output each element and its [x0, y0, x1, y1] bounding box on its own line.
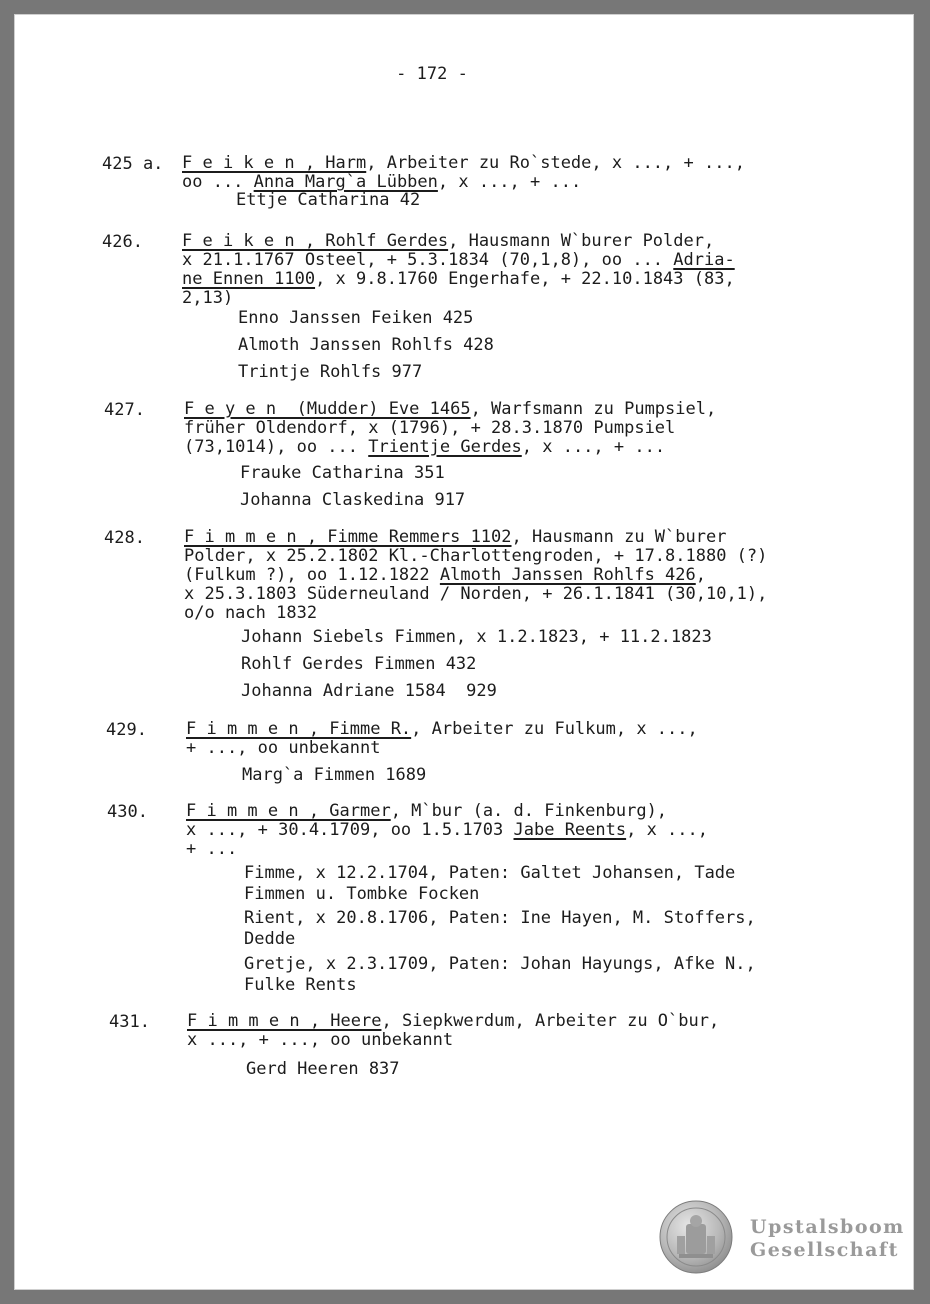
seal-icon	[659, 1200, 733, 1274]
underlined-name: F e i k e n , Rohlf Gerdes	[182, 231, 449, 251]
entry-text: x 21.1.1767 Osteel, + 5.3.1834 (70,1,8), oo ...	[182, 250, 674, 270]
entry-line	[184, 400, 716, 419]
entry-body	[187, 1012, 719, 1050]
child-entry: Rient, x 20.8.1706, Paten: Ine Hayen, M. Stoffers, Dedde	[244, 908, 756, 949]
entry-text: + ..., oo unbekannt	[186, 738, 381, 758]
entry-line	[184, 528, 767, 547]
child-entry: Gerd Heeren 837	[246, 1059, 400, 1079]
entry-line	[182, 154, 745, 173]
underlined-name: F i m m e n , Garmer	[186, 801, 391, 821]
underlined-name: Anna Marg`a Lübben	[253, 172, 438, 192]
entry-text: , Arbeiter zu Ro`stede, x ..., + ...,	[366, 153, 745, 173]
entry-text: oo ...	[182, 172, 254, 192]
entry-text: früher Oldendorf, x (1796), + 28.3.1870 Pumpsiel	[184, 418, 676, 438]
entry-text: , x ..., + ...	[437, 172, 582, 192]
child-entry: Trintje Rohlfs 977	[238, 362, 423, 382]
entry-number: 431.	[109, 1012, 150, 1032]
entry-line	[186, 821, 708, 840]
underlined-name: F i m m e n , Heere	[187, 1011, 382, 1031]
entry-line	[184, 438, 716, 457]
entry-line	[186, 802, 708, 821]
entry-text: x ..., + 30.4.1709, oo 1.5.1703	[186, 820, 514, 840]
entry-text: 2,13)	[182, 288, 234, 308]
child-entry: Rohlf Gerdes Fimmen 432	[241, 654, 477, 674]
child-entry: Frauke Catharina 351	[240, 463, 445, 483]
entry-body	[184, 528, 767, 623]
underlined-name: F e i k e n , Harm	[182, 153, 367, 173]
underlined-name: Jabe Reents	[513, 820, 627, 840]
entry-text: Polder, x 25.2.1802 Kl.-Charlottengroden, + 17.8.1880 (?)	[184, 546, 768, 566]
child-entry: Johanna Claskedina 917	[240, 490, 466, 510]
child-entry: Johann Siebels Fimmen, x 1.2.1823, + 11.2.1823	[241, 627, 712, 647]
entry-line	[182, 289, 735, 308]
entry-text: o/o nach 1832	[184, 603, 318, 623]
entry-text: , Hausmann zu W`burer	[511, 527, 727, 547]
entry-text: , Arbeiter zu Fulkum, x ...,	[411, 719, 698, 739]
entry-text: (73,1014), oo ...	[184, 437, 369, 457]
entry-number: 426.	[102, 232, 143, 252]
child-entry: Johanna Adriane 1584 929	[241, 681, 497, 701]
underlined-name: F i m m e n , Fimme Remmers 1102	[184, 527, 512, 547]
entry-number: 429.	[106, 720, 147, 740]
entry-number: 430.	[107, 802, 148, 822]
entry-text: , Siepkwerdum, Arbeiter zu O`bur,	[381, 1011, 720, 1031]
brand-line-1: Upstalsboom	[750, 1216, 905, 1238]
entry-text: + ...	[186, 839, 238, 859]
child-entry: Fimme, x 12.2.1704, Paten: Galtet Johansen, Tade Fimmen u. Tombke Focken	[244, 863, 736, 904]
child-entry: Marg`a Fimmen 1689	[242, 765, 427, 785]
entry-line	[186, 720, 698, 739]
page-number: - 172 -	[396, 64, 468, 84]
entry-body	[182, 232, 735, 308]
entry-line	[182, 270, 735, 289]
underlined-name: Adria-	[673, 250, 735, 270]
entry-number: 428.	[104, 528, 145, 548]
entry-body	[184, 400, 716, 457]
entry-line	[184, 566, 767, 585]
entry-line	[184, 585, 767, 604]
entry-text: x ..., + ..., oo unbekannt	[187, 1030, 454, 1050]
child-entry: Ettje Catharina 42	[236, 190, 421, 210]
child-entry: Enno Janssen Feiken 425	[238, 308, 474, 328]
entry-text: , x ...,	[626, 820, 708, 840]
child-entry: Gretje, x 2.3.1709, Paten: Johan Hayungs, Afke N., Fulke Rents	[244, 954, 756, 995]
entry-text: , Hausmann W`burer Polder,	[448, 231, 715, 251]
entry-text: , x ..., + ...	[521, 437, 666, 457]
underlined-name: ne Ennen 1100	[182, 269, 316, 289]
entry-text: , Warfsmann zu Pumpsiel,	[470, 399, 717, 419]
entry-text: (Fulkum ?), oo 1.12.1822	[184, 565, 440, 585]
underlined-name: F i m m e n , Fimme R.	[186, 719, 412, 739]
entry-line	[184, 419, 716, 438]
entry-text: , x 9.8.1760 Engerhafe, + 22.10.1843 (83,	[315, 269, 735, 289]
brand-line-2: Gesellschaft	[750, 1239, 899, 1261]
entry-text: , M`bur (a. d. Finkenburg),	[390, 801, 668, 821]
entry-body	[186, 802, 708, 859]
child-entry: Almoth Janssen Rohlfs 428	[238, 335, 494, 355]
underlined-name: Trientje Gerdes	[368, 437, 522, 457]
entry-text: x 25.3.1803 Süderneuland / Norden, + 26.1.1841 (30,10,1),	[184, 584, 768, 604]
entry-number: 425 a.	[102, 154, 164, 174]
entry-number: 427.	[104, 400, 145, 420]
document-page	[14, 14, 914, 1290]
entry-text: ,	[695, 565, 706, 585]
entry-body	[186, 720, 698, 758]
entry-line	[186, 840, 708, 859]
entry-line	[187, 1031, 719, 1050]
underlined-name: Almoth Janssen Rohlfs 426	[439, 565, 696, 585]
entry-body	[182, 154, 745, 192]
entry-line	[184, 547, 767, 566]
entry-line	[182, 232, 735, 251]
entry-line	[187, 1012, 719, 1031]
brand-logo-text	[750, 1216, 905, 1262]
entry-line	[186, 739, 698, 758]
entry-line	[184, 604, 767, 623]
entry-line	[182, 251, 735, 270]
underlined-name: F e y e n (Mudder) Eve 1465	[184, 399, 471, 419]
